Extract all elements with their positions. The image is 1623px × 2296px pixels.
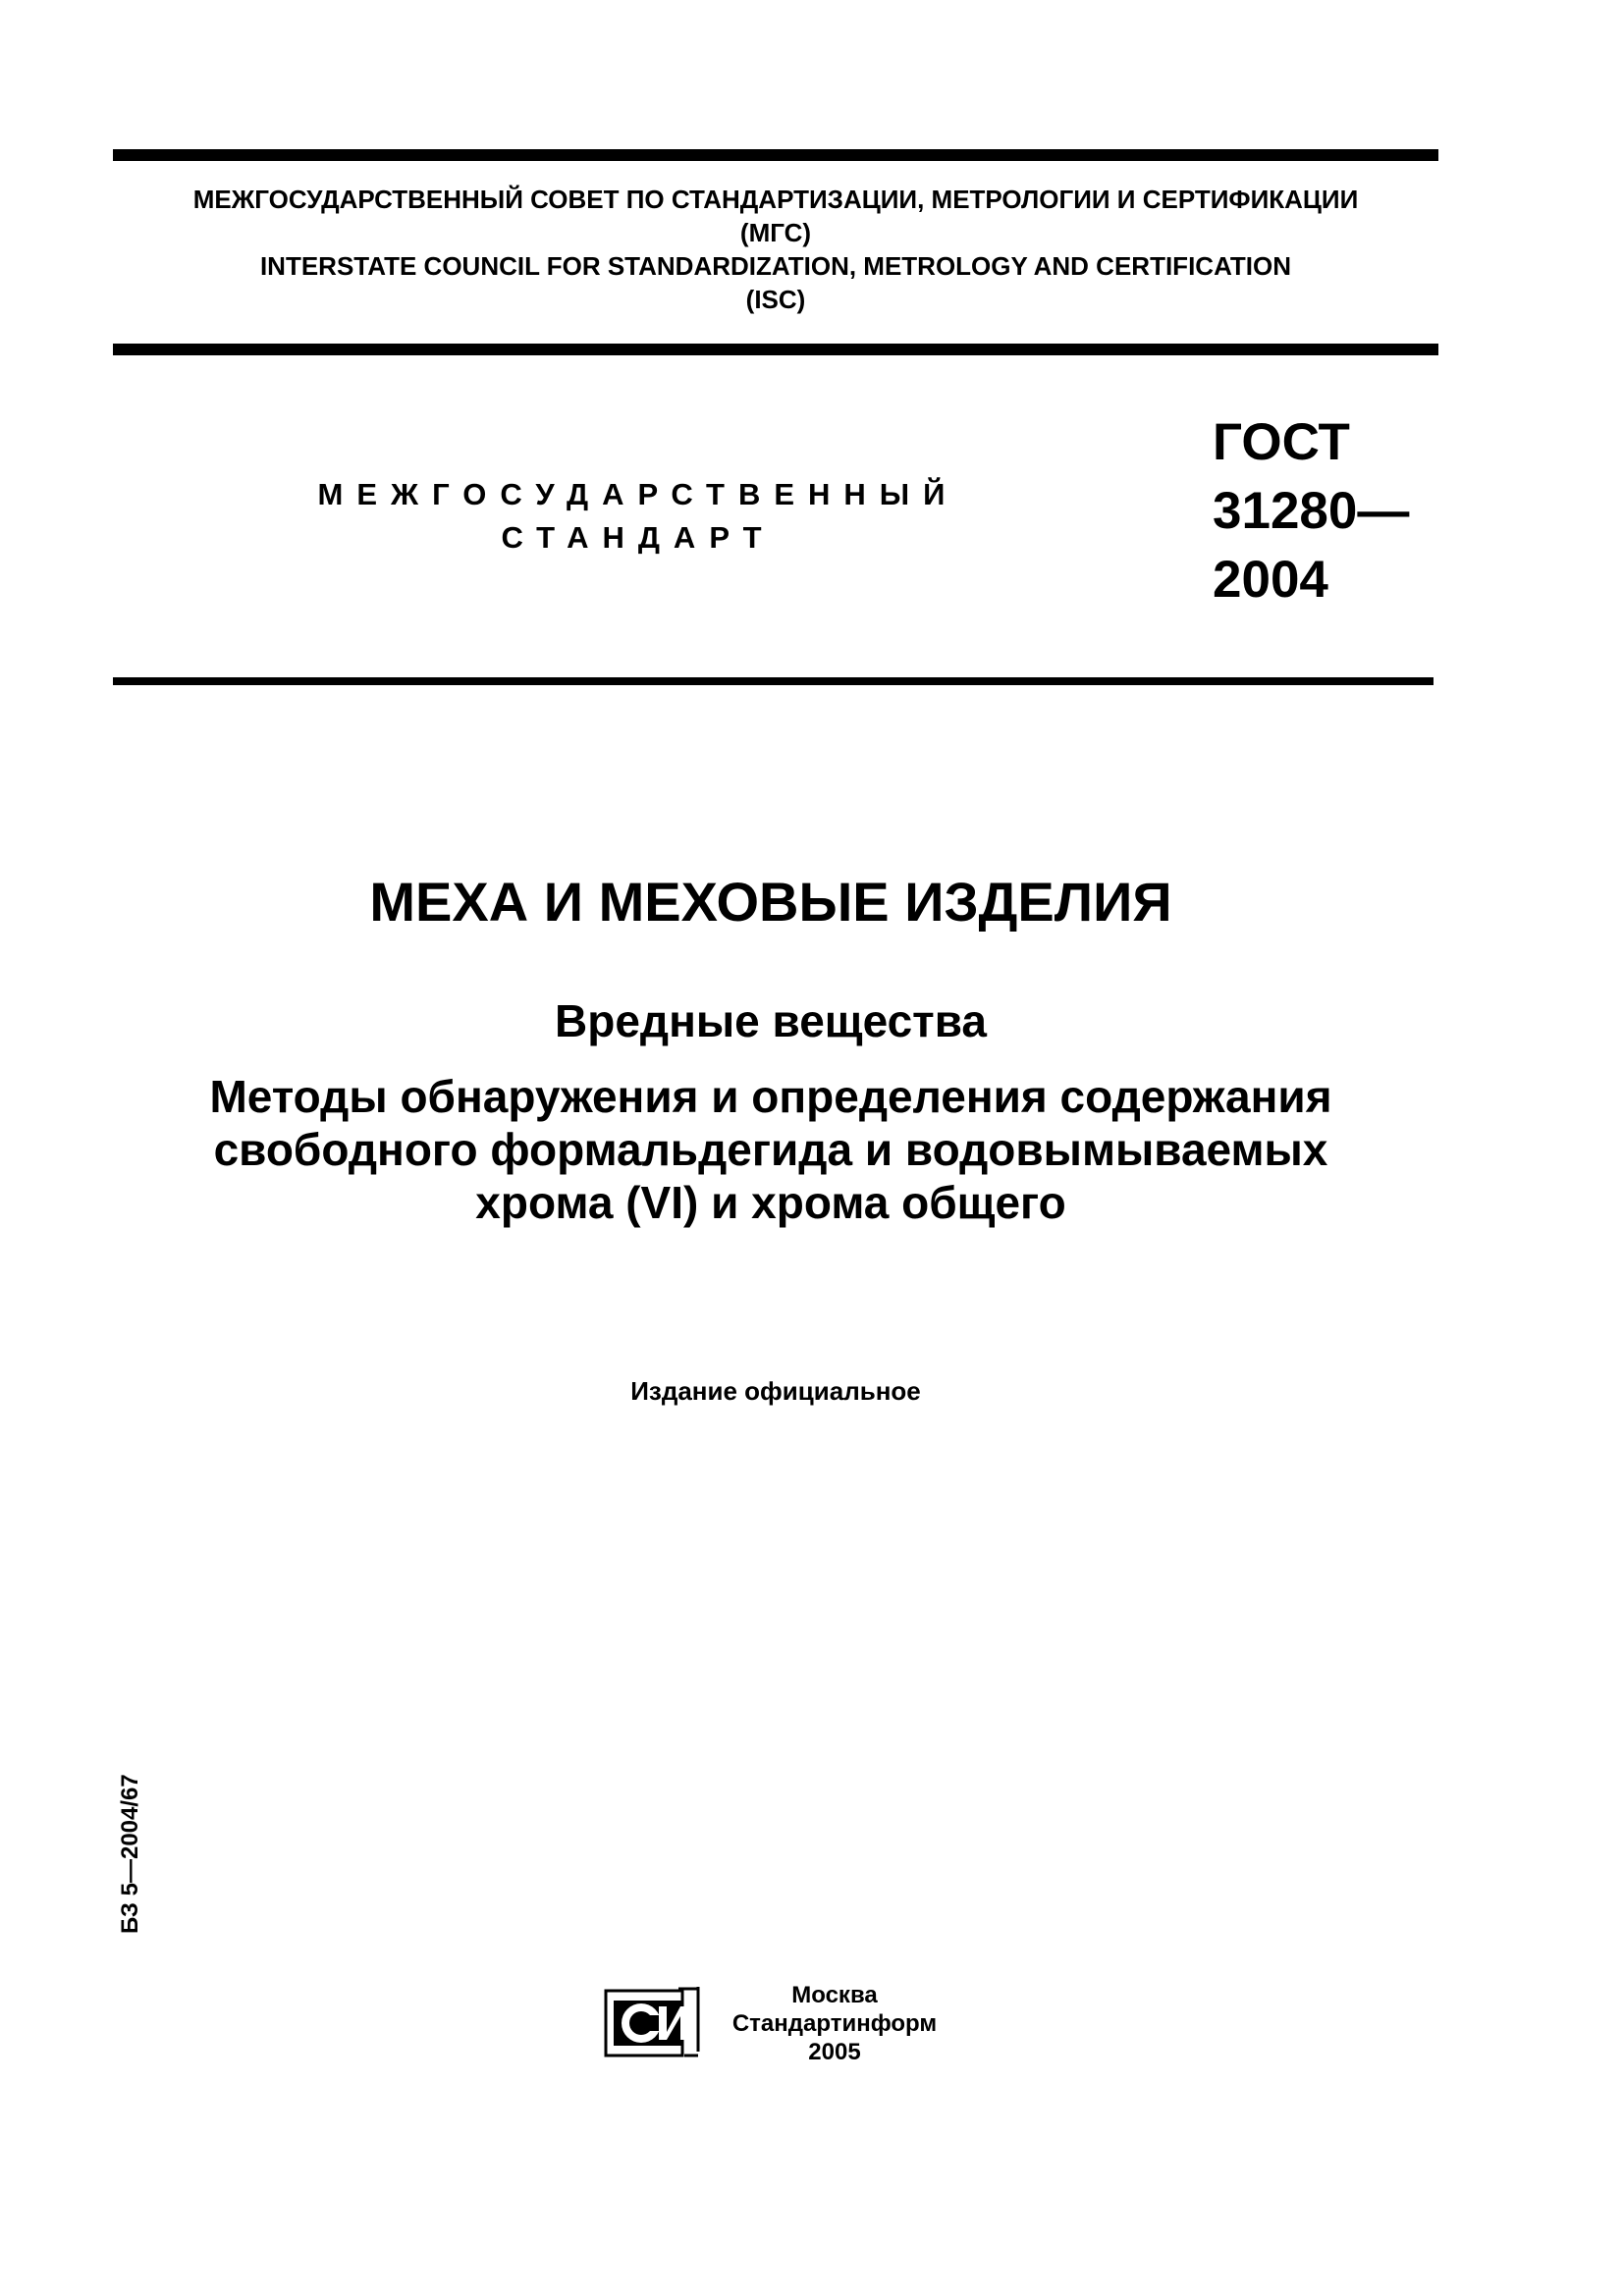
methods-line-1: Методы обнаружения и определения содержания xyxy=(209,1071,1332,1122)
publisher-block xyxy=(722,1981,947,2066)
side-catalog-code: БЗ 5—2004/67 xyxy=(117,1774,143,1934)
gost-year: 2004 xyxy=(1213,551,1328,609)
top-rule xyxy=(113,149,1438,161)
bottom-rule xyxy=(113,677,1434,685)
council-name-en: INTERSTATE COUNCIL FOR STANDARDIZATION, METROLOGY AND CERTIFICATION xyxy=(259,251,1292,281)
methods-line-2: свободного формальдегида и водовымываемых xyxy=(213,1124,1328,1175)
gost-label: ГОСТ xyxy=(1213,413,1350,471)
council-abbr-en: (ISC) xyxy=(745,285,806,314)
council-abbr-ru: (МГС) xyxy=(739,218,812,247)
council-name-ru: МЕЖГОСУДАРСТВЕННЫЙ СОВЕТ ПО СТАНДАРТИЗАЦИИ, МЕТРОЛОГИИ И СЕРТИФИКАЦИИ xyxy=(192,185,1359,214)
standard-type xyxy=(285,473,992,560)
document-subtitle: Вредные вещества xyxy=(555,995,987,1046)
publisher-year: 2005 xyxy=(808,2039,861,2065)
methods-line-3: хрома (VI) и хрома общего xyxy=(475,1177,1066,1228)
document-methods-title xyxy=(98,1070,1443,1229)
standartinform-logo-icon xyxy=(604,1983,702,2061)
standard-type-line1: МЕЖГОСУДАРСТВЕННЫЙ xyxy=(317,477,959,511)
publisher-name: Стандартинформ xyxy=(731,2010,938,2037)
edition-label: Издание официальное xyxy=(630,1376,921,1406)
middle-rule xyxy=(113,344,1438,355)
gost-number: 31280— xyxy=(1213,482,1410,540)
council-header xyxy=(113,183,1438,316)
gost-designation xyxy=(1213,408,1409,614)
document-title: МЕХА И МЕХОВЫЕ ИЗДЕЛИЯ xyxy=(369,871,1172,933)
publisher-city: Москва xyxy=(791,1982,878,2008)
standard-type-line2: СТАНДАРТ xyxy=(501,520,776,555)
